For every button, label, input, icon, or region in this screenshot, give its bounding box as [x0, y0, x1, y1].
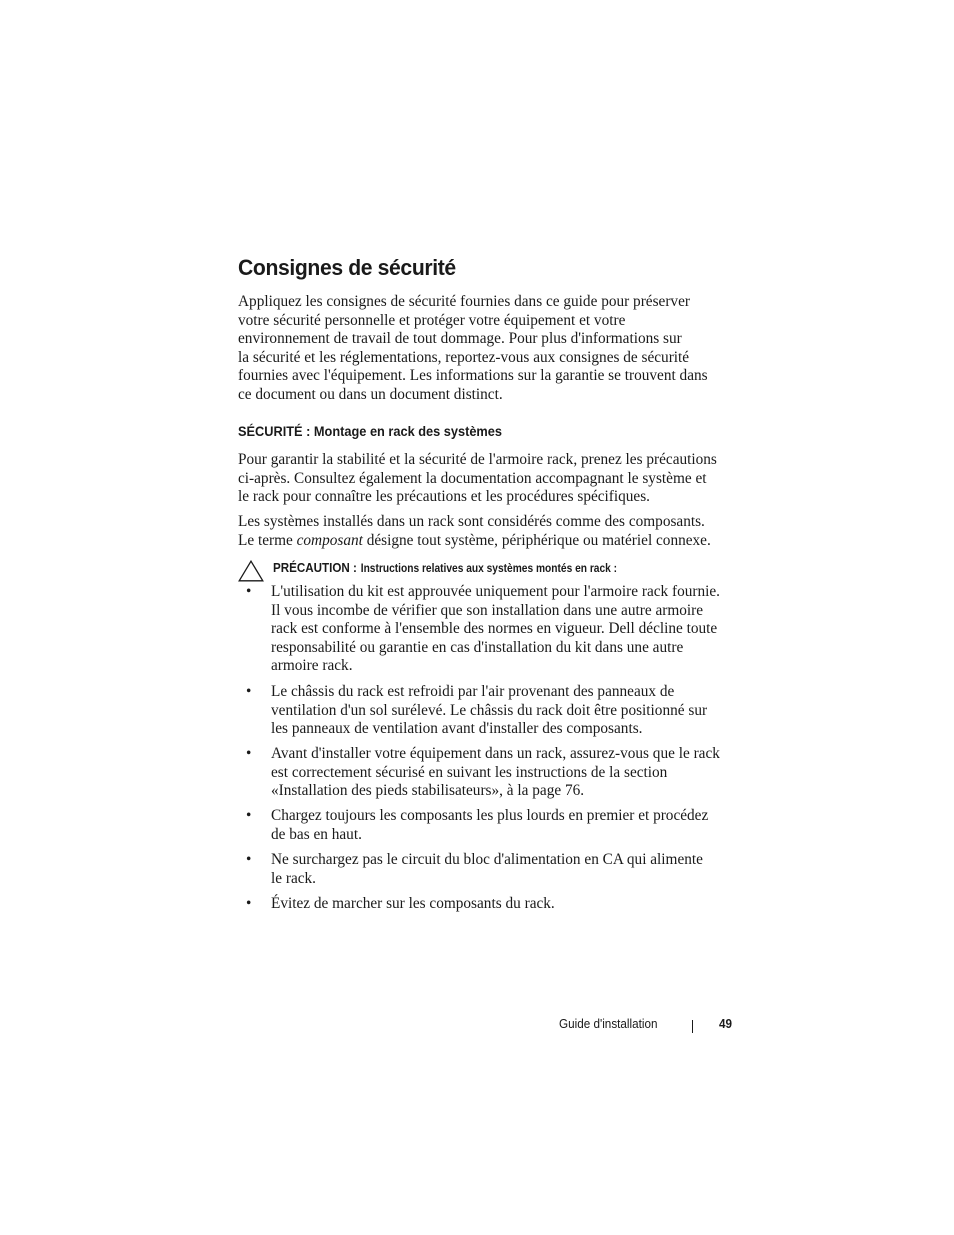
list-item-line: Évitez de marcher sur les composants du rack. [271, 895, 555, 912]
list-item-line: Ne surchargez pas le circuit du bloc d'alimentation en CA qui alimente [271, 851, 703, 868]
bullet-marker: • [246, 807, 252, 824]
bullet-marker: • [246, 851, 252, 868]
paragraph-line: Pour garantir la stabilité et la sécurité de l'armoire rack, prenez les précautions [238, 451, 717, 468]
list-item-text [271, 851, 741, 888]
list-item-text [271, 745, 741, 801]
caution-body: Instructions relatives aux systèmes montés en rack : [360, 562, 618, 575]
list-item-line: est correctement sécurisé en suivant les instructions de la section [271, 763, 668, 781]
section-title: Consignes de sécurité [238, 255, 456, 280]
intro-line: Appliquez les consignes de sécurité fournies dans ce guide pour préserver [238, 293, 690, 310]
paragraph-line: Les systèmes installés dans un rack sont considérés comme des composants. [238, 513, 705, 530]
list-item-line: «Installation des pieds stabilisateurs», à la page 76. [271, 782, 585, 800]
rack-stability-paragraph [238, 451, 738, 507]
intro-line: environnement de travail de tout dommage. Pour plus d'informations sur [238, 330, 682, 348]
intro-line: ce document ou dans un document distinct. [238, 385, 503, 403]
list-item-text [271, 895, 741, 914]
list-item-line: Chargez toujours les composants les plus lourds en premier et procédez [271, 807, 709, 824]
subsection-heading: SÉCURITÉ : Montage en rack des systèmes [238, 424, 502, 440]
term-definition: désigne tout système, périphérique ou matériel connexe. [362, 531, 711, 549]
list-item-line: responsabilité ou garantie en cas d'installation du kit dans une autre [271, 638, 684, 656]
list-item-line: Il vous incombe de vérifier que son installation dans une autre armoire [271, 601, 704, 619]
paragraph-line: ci-après. Consultez également la documentation accompagnant le système et [238, 469, 707, 487]
intro-line: votre sécurité personnelle et protéger votre équipement et votre [238, 311, 626, 329]
list-item-line: le rack. [271, 869, 317, 887]
list-item-text [271, 807, 741, 844]
list-item-line: Le châssis du rack est refroidi par l'air provenant des panneaux de [271, 683, 675, 700]
footer-separator [692, 1020, 693, 1033]
list-item-text [271, 683, 741, 739]
page-footer [238, 1016, 738, 1034]
term-composant: composant [296, 531, 363, 549]
term-intro: Le terme [238, 531, 297, 549]
caution-notice [238, 559, 738, 581]
list-item-line: armoire rack. [271, 657, 353, 675]
list-item-line: les panneaux de ventilation avant d'installer des composants. [271, 720, 643, 738]
footer-guide-title: Guide d'installation [559, 1016, 658, 1031]
bullet-marker: • [246, 895, 252, 912]
list-item-line: ventilation d'un sol surélevé. Le châssis du rack doit être positionné sur [271, 701, 708, 719]
list-item-text [271, 583, 741, 676]
list-item-line: L'utilisation du kit est approuvée uniquement pour l'armoire rack fournie. [271, 583, 720, 600]
bullet-marker: • [246, 683, 252, 700]
page-number: 49 [719, 1016, 733, 1031]
bullet-marker: • [246, 583, 252, 600]
list-item-line: de bas en haut. [271, 825, 362, 843]
bullet-marker: • [246, 745, 252, 762]
caution-text [273, 559, 617, 577]
caution-label: PRÉCAUTION : [273, 560, 357, 575]
list-item-line: Avant d'installer votre équipement dans un rack, assurez-vous que le rack [271, 745, 720, 762]
intro-paragraph [238, 293, 738, 405]
paragraph-line: le rack pour connaître les précautions et les procédures spécifiques. [238, 488, 651, 506]
intro-line: la sécurité et les réglementations, reportez-vous aux consignes de sécurité [238, 348, 690, 366]
list-item-line: rack est conforme à l'ensemble des normes en vigueur. Dell décline toute [271, 620, 718, 638]
intro-line: fournies avec l'équipement. Les informations sur la garantie se trouvent dans [238, 367, 708, 385]
paragraph-line [238, 532, 738, 551]
components-paragraph [238, 513, 738, 550]
warning-triangle-icon [238, 560, 264, 582]
